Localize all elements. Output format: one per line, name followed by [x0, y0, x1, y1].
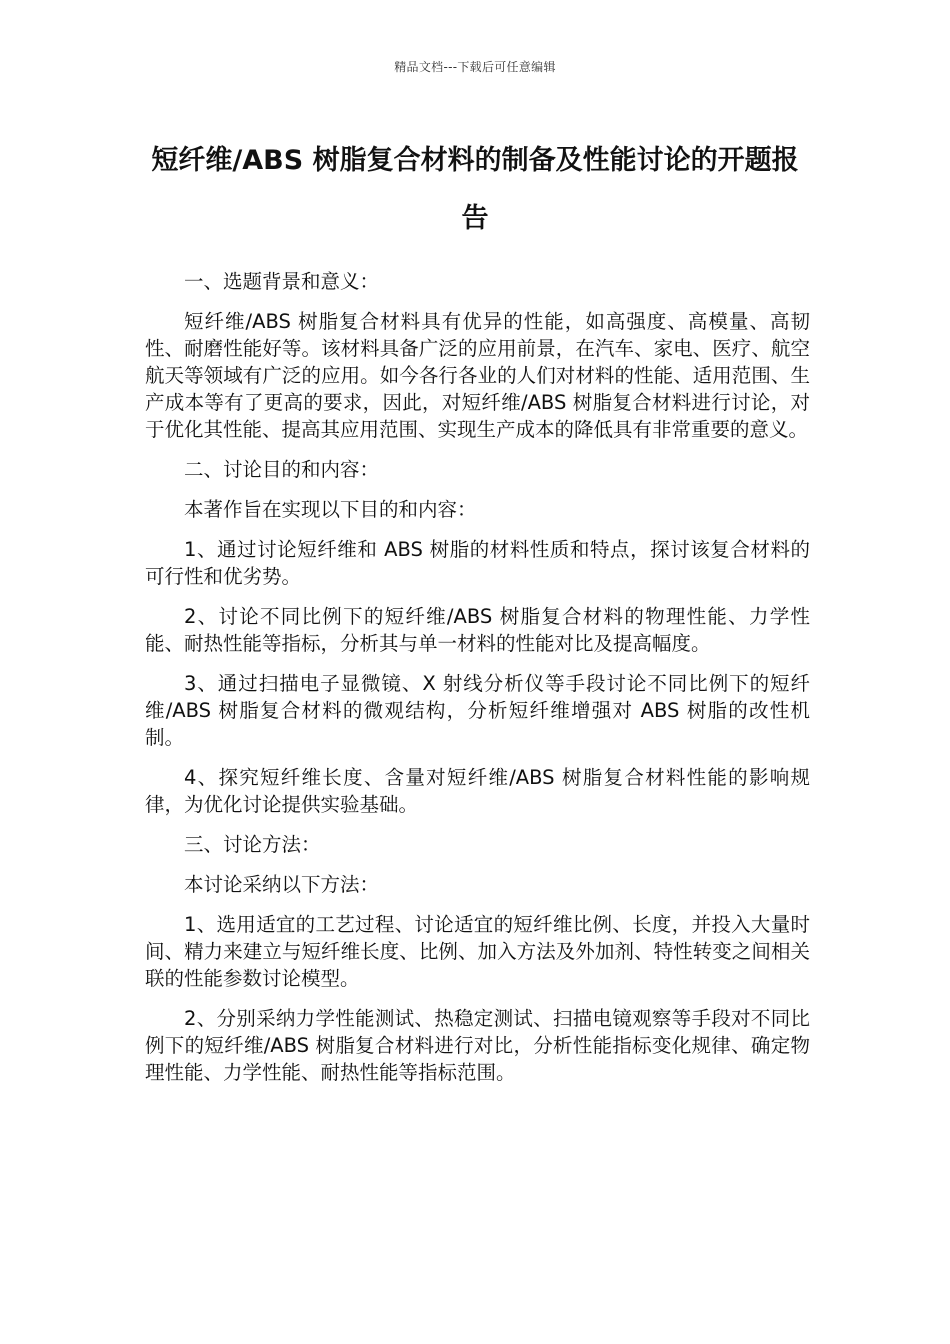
list-item-method-1: 1、选用适宜的工艺过程、讨论适宜的短纤维比例、长度，并投入大量时间、精力来建立与短纤维长度、比例、加入方法及外加剂、特性转变之间相关联的性能参数讨论模型。 [145, 913, 810, 990]
section-heading-methods: 三、讨论方法： [184, 833, 321, 856]
paragraph-objectives-intro: 本著作旨在实现以下目的和内容： [184, 498, 477, 521]
list-item-objective-1: 1、通过讨论短纤维和 ABS 树脂的材料性质和特点，探讨该复合材料的可行性和优劣势。 [145, 538, 810, 588]
paragraph-methods-intro: 本讨论采纳以下方法： [184, 873, 380, 896]
document-title: 短纤维/ABS 树脂复合材料的制备及性能讨论的开题报告 [151, 145, 799, 234]
list-item-method-2: 2、分别采纳力学性能测试、热稳定测试、扫描电镜观察等手段对不同比例下的短纤维/ABS 树脂复合材料进行对比，分析性能指标变化规律、确定物理性能、力学性能、耐热性能等指标范围。 [145, 1007, 810, 1084]
list-item-objective-3: 3、通过扫描电子显微镜、X 射线分析仪等手段讨论不同比例下的短纤维/ABS 树脂复合材料的微观结构，分析短纤维增强对 ABS 树脂的改性机制。 [145, 672, 810, 749]
list-item-objective-2: 2、讨论不同比例下的短纤维/ABS 树脂复合材料的物理性能、力学性能、耐热性能等指标，分析其与单一材料的性能对比及提高幅度。 [145, 605, 810, 655]
document-body [145, 268, 810, 1099]
page-header-note: 精品文档---下载后可任意编辑 [394, 60, 556, 74]
list-item-objective-4: 4、探究短纤维长度、含量对短纤维/ABS 树脂复合材料性能的影响规律，为优化讨论提供实验基础。 [145, 766, 810, 816]
paragraph-background: 短纤维/ABS 树脂复合材料具有优异的性能，如高强度、高模量、高韧性、耐磨性能好等。该材料具备广泛的应用前景，在汽车、家电、医疗、航空航天等领域有广泛的应用。如今各行各业的人们对材料的性能、适用范围、生产成本等有了更高的要求，因此，对短纤维/ABS 树脂复合材料进行讨论，对于优化其性能、提高其应用范围、实现生产成本的降低具有非常重要的意义。 [145, 310, 810, 441]
section-heading-objectives: 二、讨论目的和内容： [184, 458, 380, 481]
section-heading-background: 一、选题背景和意义： [184, 270, 380, 293]
